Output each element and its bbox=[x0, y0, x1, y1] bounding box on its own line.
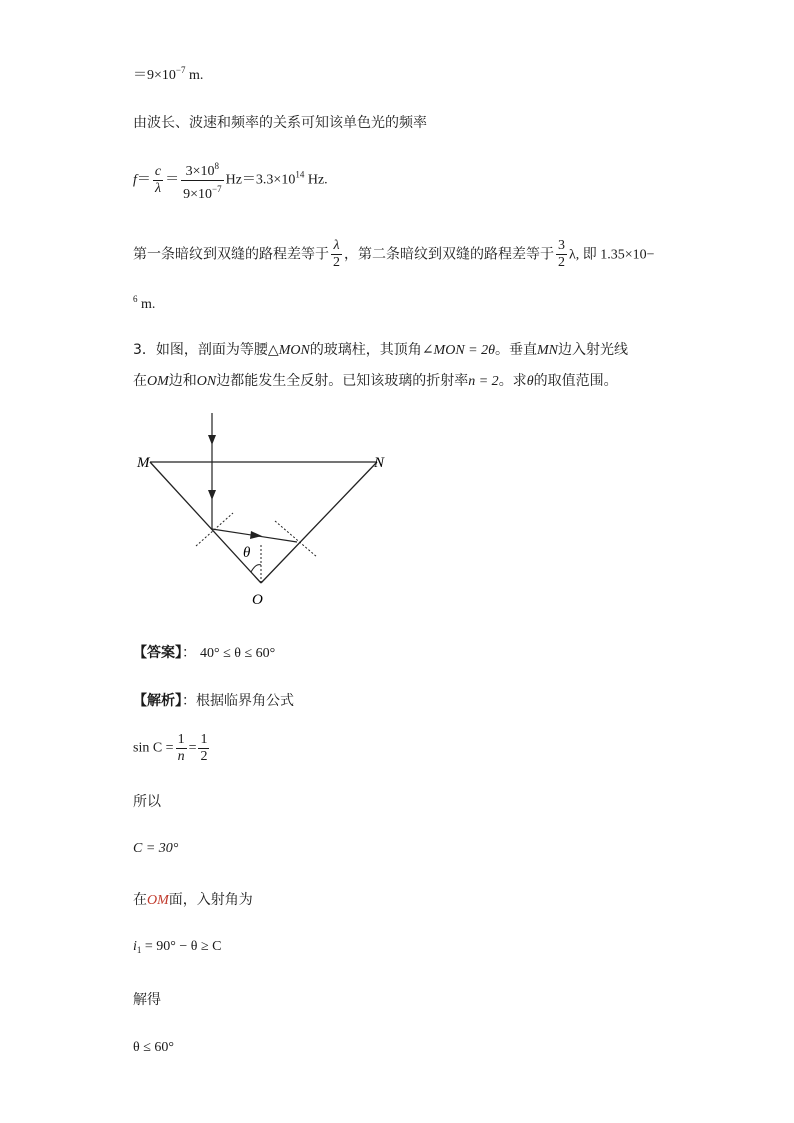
freq-equals-2: ＝ bbox=[165, 172, 180, 188]
frac1-den: n bbox=[177, 749, 185, 764]
answer-line bbox=[133, 642, 275, 662]
om-surface-om: OM bbox=[147, 893, 169, 908]
freq-numerator: 3×10 bbox=[185, 164, 215, 179]
label-o: O bbox=[252, 592, 263, 608]
om-surface-b: 面，入射角为 bbox=[168, 892, 253, 908]
q-theta: θ bbox=[526, 374, 534, 389]
solve-label: 解得 bbox=[133, 992, 161, 1008]
incident-arrow-bottom-icon bbox=[208, 490, 216, 500]
dark-fringe-line bbox=[133, 238, 655, 271]
lambda-result-line bbox=[133, 64, 203, 84]
q-text-2c: 边都能发生全反射。已知该玻璃的折射率 bbox=[216, 373, 469, 389]
theta-result-text: θ ≤ 60° bbox=[133, 1040, 174, 1055]
numeric-fraction bbox=[181, 158, 223, 203]
wave-relation-text bbox=[133, 112, 427, 132]
incident-arrow-top-icon bbox=[208, 435, 216, 445]
q-refractive-index: n = 2 bbox=[468, 374, 499, 389]
mo-edge bbox=[150, 462, 261, 583]
dark-fringe-text-b: ，第二条暗纹到双缝的路程差等于 bbox=[344, 246, 554, 263]
om-surface-line bbox=[133, 889, 253, 909]
freq-denominator: 9×10 bbox=[183, 187, 213, 202]
label-m: M bbox=[137, 455, 150, 471]
one-over-n bbox=[176, 732, 187, 765]
sin-c-formula bbox=[133, 732, 211, 765]
label-n: N bbox=[374, 455, 385, 471]
frac2-num: 1 bbox=[200, 732, 208, 747]
theta-result bbox=[133, 1040, 174, 1056]
q-text-1a: 3．如图，剖面为等腰 bbox=[133, 342, 268, 358]
three-halves-num: 3 bbox=[558, 238, 565, 253]
freq-numerator-exp: 8 bbox=[214, 161, 220, 171]
q-text-2b: 边和 bbox=[168, 373, 197, 389]
solve-text bbox=[133, 989, 161, 1009]
lambda-symbol: λ bbox=[154, 181, 162, 196]
lambda-value: ＝9×10 bbox=[133, 68, 176, 83]
dark-fringe-text-c: λ, 即 1.35×10− bbox=[569, 247, 655, 263]
dark-fringe-exp: 6 bbox=[133, 294, 138, 304]
question-line-2 bbox=[133, 370, 618, 390]
answer-label: 【答案】 bbox=[133, 645, 182, 661]
q-apex-angle: ∠MON = 2θ bbox=[421, 343, 495, 358]
freq-result-unit: Hz. bbox=[304, 172, 328, 188]
lambda-half-fraction bbox=[331, 238, 342, 271]
prism-diagram bbox=[125, 405, 395, 610]
reflected-arrow-icon bbox=[250, 531, 262, 539]
lambda-half-num: λ bbox=[331, 238, 342, 255]
three-halves-den: 2 bbox=[558, 255, 565, 270]
analysis-label: 【解析】 bbox=[133, 693, 182, 709]
q-text-2e: 的取值范围。 bbox=[533, 373, 618, 389]
label-theta: θ bbox=[243, 545, 251, 561]
answer-colon: ： bbox=[182, 645, 196, 661]
theta-arc bbox=[251, 565, 261, 572]
dark-fringe-unit: m. bbox=[137, 297, 156, 312]
freq-result-exp: 14 bbox=[295, 169, 305, 180]
dark-fringe-continuation bbox=[133, 294, 155, 313]
q-text-1c: 。垂直 bbox=[494, 342, 537, 358]
incidence-rest: = 90° − θ ≥ C bbox=[141, 939, 222, 954]
c-value-text: C = 30° bbox=[133, 841, 179, 856]
sin-eq: = bbox=[188, 740, 197, 756]
i-subscript: 1 bbox=[136, 945, 142, 955]
so-text bbox=[133, 791, 161, 811]
incidence-formula bbox=[133, 939, 222, 955]
lambda-half-den: 2 bbox=[333, 255, 340, 270]
q-om: OM bbox=[147, 374, 169, 389]
frac1-num: 1 bbox=[177, 732, 185, 747]
freq-denominator-exp: −7 bbox=[212, 184, 222, 194]
freq-symbol: f bbox=[133, 172, 137, 188]
q-text-2d: 。求 bbox=[498, 373, 527, 389]
frac2-den: 2 bbox=[200, 749, 208, 764]
q-on: ON bbox=[196, 374, 217, 389]
freq-equals: ＝ bbox=[136, 172, 151, 188]
q-text-2a: 在 bbox=[133, 373, 147, 389]
sin-c-label: sin C = bbox=[133, 740, 174, 756]
wave-relation-label: 由波长、波速和频率的关系可知该单色光的频率 bbox=[133, 115, 427, 131]
lambda-exponent: −7 bbox=[175, 65, 186, 75]
no-edge bbox=[261, 462, 377, 583]
q-text-1d: 边入射光线 bbox=[557, 342, 628, 358]
q-text-1b: 的玻璃柱，其顶角 bbox=[309, 342, 422, 358]
lambda-unit: m. bbox=[185, 68, 204, 83]
question-line-1 bbox=[133, 339, 628, 359]
q-triangle: △MON bbox=[267, 343, 310, 358]
q-mn: MN bbox=[536, 343, 558, 358]
c-value bbox=[133, 841, 178, 857]
c-over-lambda bbox=[153, 164, 163, 197]
frequency-formula bbox=[133, 158, 328, 203]
one-half bbox=[198, 732, 209, 765]
freq-result: Hz＝3.3×10 bbox=[225, 172, 296, 188]
answer-value: 40° ≤ θ ≤ 60° bbox=[200, 646, 276, 661]
analysis-intro: ：根据临界角公式 bbox=[182, 693, 294, 709]
three-halves-fraction bbox=[556, 238, 567, 271]
analysis-line bbox=[133, 690, 294, 710]
i-symbol: i bbox=[133, 939, 137, 954]
so-label: 所以 bbox=[133, 794, 161, 810]
om-surface-a: 在 bbox=[133, 892, 147, 908]
dark-fringe-text-a: 第一条暗纹到双缝的路程差等于 bbox=[133, 246, 329, 263]
c-symbol: c bbox=[154, 164, 162, 179]
